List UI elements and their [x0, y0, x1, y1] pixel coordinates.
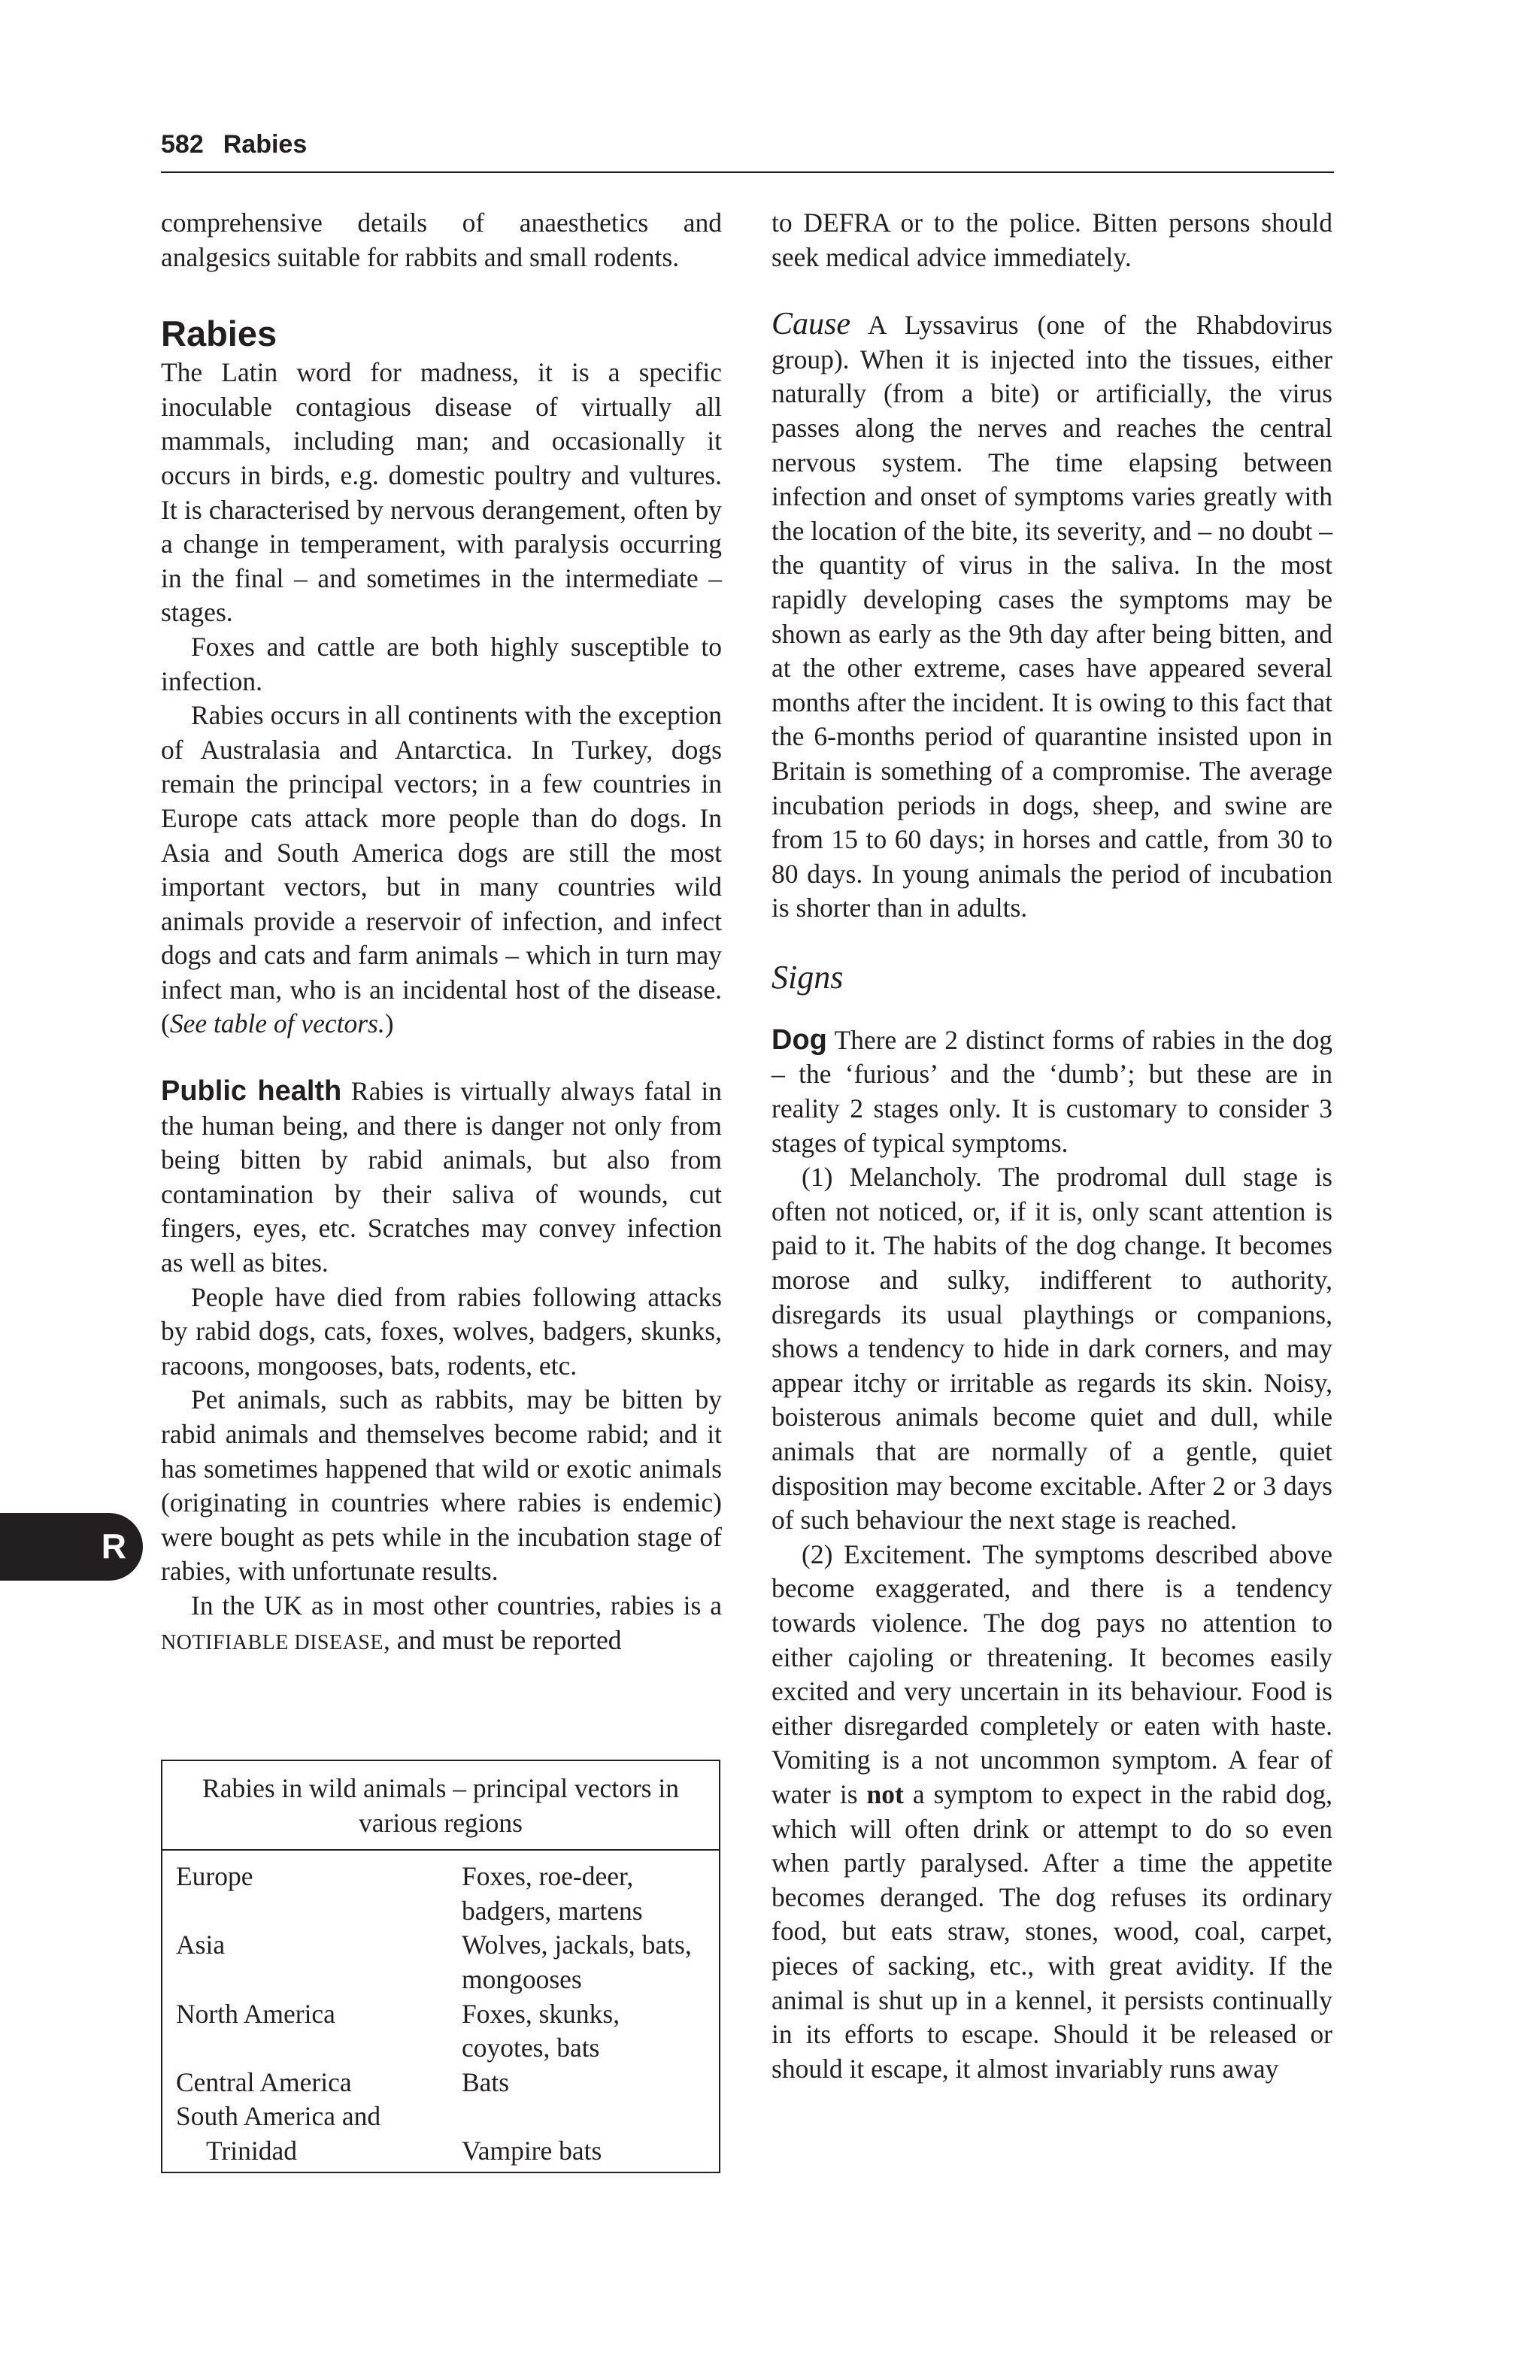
dog-text: There are 2 distinct forms of rabies in the dog – the ‘furious’ and the ‘dumb’; but these are in reality 2 stages only. It is customary to consider 3 stages of typical symptoms.	[772, 1024, 1332, 1158]
table-row	[176, 1860, 705, 1928]
running-header	[161, 125, 1334, 164]
region-line-continued: Trinidad	[206, 2135, 297, 2166]
table-cross-reference: See table of vectors.	[169, 1008, 385, 1039]
paragraph-dog	[772, 1023, 1332, 1160]
page-number: 582	[161, 130, 204, 159]
excitement-text-b: a symptom to expect in the rabid dog, which will often drink or attempt to do so even when partly paralysed. After a time the appetite becomes deranged. The dog refuses its ordinary food, but eats straw, stones, wood, coal, carpet, pieces of sacking, etc., with great avidity. If the animal is shut up in a kennel, it persists continually in its efforts to escape. Should it be released or should it escape, it almost invariably runs away	[772, 1778, 1332, 2084]
paragraph-distribution	[161, 699, 722, 1041]
table-row	[176, 1928, 705, 1996]
paragraph-cause	[772, 308, 1332, 926]
region-cell	[176, 2100, 462, 2168]
region-cell: Asia	[176, 1930, 226, 1960]
paragraph-reporting: to DEFRA or to the police. Bitten persons should seek medical advice immediately.	[772, 208, 1332, 272]
paragraph-excitement	[772, 1538, 1332, 2087]
paragraph-susceptibility: Foxes and cattle are both highly susceptible to infection.	[161, 631, 722, 696]
paragraph-attacks: People have died from rabies following attacks by rabid dogs, cats, foxes, wolves, badgers, skunks, racoons, mongooses, bats, rodents, etc.	[161, 1281, 722, 1381]
region-cell: Central America	[176, 2066, 352, 2097]
table-row	[176, 2100, 705, 2168]
emphasis-not: not	[866, 1778, 904, 1809]
distribution-text: Rabies occurs in all continents with the exception of Australasia and Antarctica. In Turkey, dogs remain the principal vectors; in a few countries in Europe cats attack more people than do dogs. In Asia and South America dogs are still the most important vectors, but in many countries wild animals provide a reservoir of infection, and infect dogs and cats and farm animals – which in turn may infect man, who is an incidental host of the disease. (	[161, 700, 722, 1039]
cause-heading: Cause	[772, 307, 850, 342]
region-line: South America and	[176, 2101, 381, 2132]
region-cell: Europe	[176, 1861, 253, 1892]
paragraph-definition: The Latin word for madness, it is a specific inoculable contagious disease of virtually all mammals, including man; and occasionally it occurs in birds, e.g. domestic poultry and vultures. It is characterised by nervous derangement, often by a change in temperament, with paralysis occurring in the final – and sometimes in the intermediate – stages.	[161, 357, 722, 628]
left-column	[161, 206, 722, 1660]
public-health-heading: Public health	[161, 1075, 342, 1108]
intro-continuation: comprehensive details of anaesthetics and analgesics suitable for rabbits and small rodents.	[161, 208, 722, 272]
table-caption: Rabies in wild animals – principal vectors in various regions	[162, 1761, 719, 1851]
thumb-index-tab	[0, 1513, 143, 1581]
notifiable-text-a: In the UK as in most other countries, rabies is a	[191, 1590, 722, 1621]
table-body	[162, 1851, 719, 2168]
running-title: Rabies	[223, 130, 308, 159]
vectors-cell: Bats	[462, 2066, 510, 2097]
distribution-close: )	[384, 1008, 394, 1039]
vectors-cell	[462, 2100, 705, 2168]
vectors-table	[161, 1760, 720, 2173]
vectors-line: Vampire bats	[462, 2135, 602, 2166]
header-rule	[161, 171, 1334, 173]
cause-text: A Lyssavirus (one of the Rhabdovirus group). When it is injected into the tissues, either naturally (from a bite) or artificially, the virus passes along the nerves and reaches the central nervous system. The time elapsing between infection and onset of symptoms varies greatly with the location of the bite, its severity, and – no doubt – the quantity of virus in the saliva. In the most rapidly developing cases the symptoms may be shown as early as the 9th day after being bitten, and at the other extreme, cases have appeared several months after the incident. It is owing to this fact that the 6-months period of quarantine insisted upon in Britain is something of a compromise. The average incubation periods in dogs, sheep, and swine are from 15 to 60 days; in horses and cattle, from 30 to 80 days. In young animals the period of incubation is shorter than in adults.	[772, 310, 1333, 923]
vectors-cell: Foxes, roe-deer, badgers, martens	[462, 1861, 643, 1926]
public-health-text: Rabies is virtually always fatal in the human being, and there is danger not only from being bitten by rabid animals, but also from contamination by their saliva of wounds, cut fingers, eyes, etc. Scratches may convey infection as well as bites.	[161, 1076, 722, 1278]
excitement-text-a: (2) Excitement. The symptoms described above become exaggerated, and there is a tendency towards violence. The dog pays no attention to either cajoling or threatening. It becomes easily excited and very uncertain in its behaviour. Food is either disregarded completely or eaten with haste. Vomiting is a not uncommon symptom. A fear of water is	[772, 1539, 1332, 1809]
notifiable-disease-term: NOTIFIABLE DISEASE	[161, 1630, 383, 1654]
thumb-index-letter: R	[101, 1527, 126, 1566]
region-cell: North America	[176, 1998, 335, 2029]
paragraph-public-health	[161, 1075, 722, 1281]
section-title: Rabies	[161, 314, 277, 354]
paragraph-melancholy: (1) Melancholy. The prodromal dull stage is often not noticed, or, if it is, only scant attention is paid to it. The habits of the dog change. It becomes morose and sulky, indifferent to authority, disregards its usual playthings or companions, shows a tendency to hide in dark corners, and may appear itchy or irritable as regards its skin. Noisy, boisterous animals become quiet and dull, while animals that are normally of a gentle, quiet disposition may become excitable. After 2 or 3 days of such behaviour the next stage is reached.	[772, 1162, 1332, 1536]
paragraph-pets: Pet animals, such as rabbits, may be bitten by rabid animals and themselves become rabid; and it has sometimes happened that wild or exotic animals (originating in countries where rabies is endemic) were bought as pets while in the incubation stage of rabies, with unfortunate results.	[161, 1384, 722, 1587]
vectors-cell: Wolves, jackals, bats, mongooses	[462, 1930, 692, 1994]
dog-heading: Dog	[772, 1023, 827, 1056]
signs-heading: Signs	[772, 958, 844, 996]
table-row	[176, 2066, 705, 2100]
paragraph-notifiable	[161, 1589, 722, 1660]
notifiable-text-b: , and must be reported	[383, 1624, 622, 1655]
table-row	[176, 1997, 705, 2066]
vectors-cell: Foxes, skunks, coyotes, bats	[462, 1998, 620, 2063]
right-column	[772, 206, 1332, 2086]
